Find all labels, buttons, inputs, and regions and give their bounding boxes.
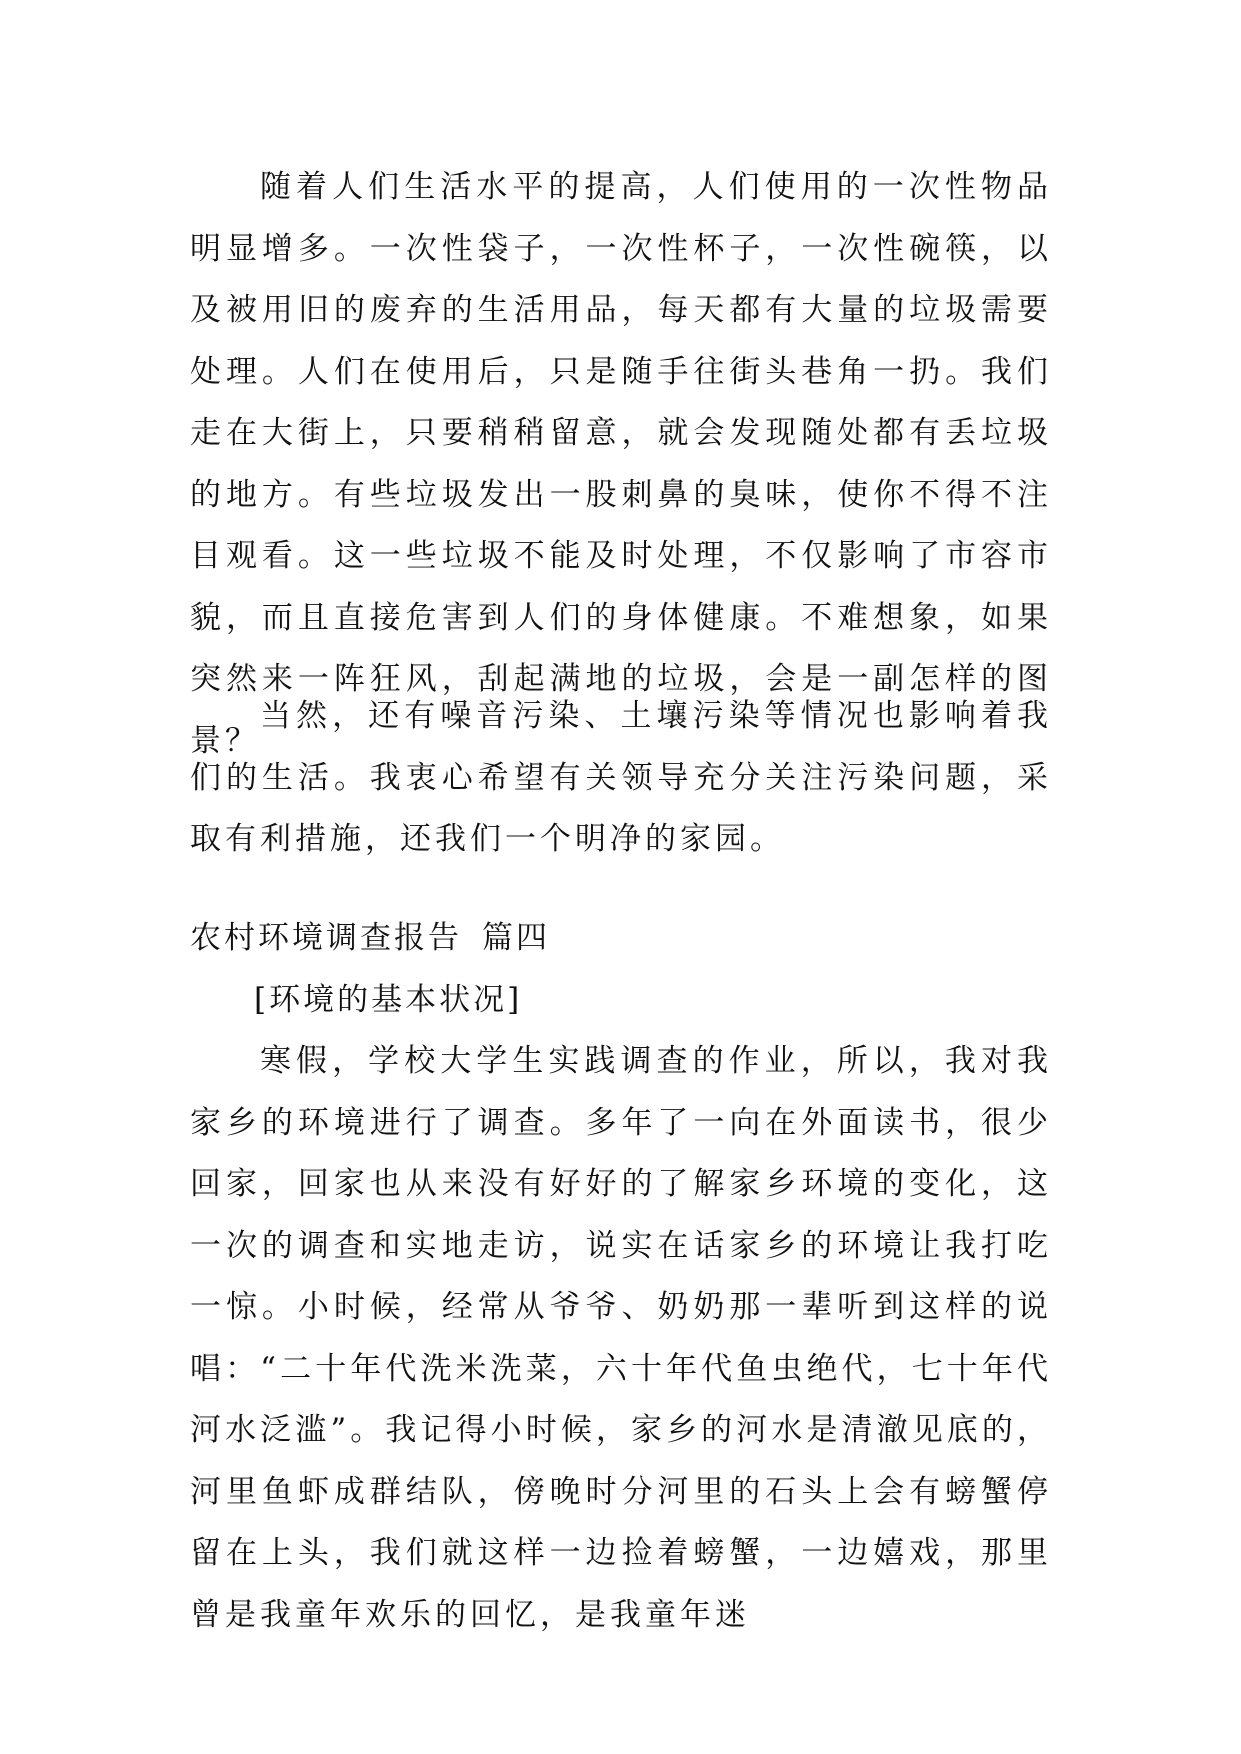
paragraph-noise-soil-pollution: 当然，还有噪音污染、土壤污染等情况也影响着我们的生活。我衷心希望有关领导充分关注污染问题，采取有利措施，还我们一个明净的家园。	[190, 698, 1052, 857]
section-part: 篇四	[482, 920, 550, 956]
section-heading	[190, 908, 550, 970]
section-subheading: [环境的基本状况]	[254, 982, 523, 1018]
section-title: 农村环境调查报告	[190, 920, 462, 956]
paragraph-garbage-pollution: 随着人们生活水平的提高，人们使用的一次性物品明显增多。一次性袋子，一次性杯子，一次性碗筷，以及被用旧的废弃的生活用品，每天都有大量的垃圾需要处理。人们在使用后，只是随手往街头巷角一扔。我们走在大街上，只要稍稍留意，就会发现随处都有丢垃圾的地方。有些垃圾发出一股刺鼻的臭味，使你不得不注目观看。这一些垃圾不能及时处理，不仅影响了市容市貌，而且直接危害到人们的身体健康。不难想象，如果突然来一阵狂风，刮起满地的垃圾，会是一副怎样的图景？	[190, 169, 1052, 759]
paragraph-hometown-survey: 寒假，学校大学生实践调查的作业，所以，我对我家乡的环境进行了调查。多年了一向在外面读书，很少回家，回家也从来没有好好的了解家乡环境的变化，这一次的调查和实地走访，说实在话家乡的环境让我打吃一惊。小时候，经常从爷爷、奶奶那一辈听到这样的说唱：“二十年代洗米洗菜，六十年代鱼虫绝代，七十年代河水泛滥”。我记得小时候，家乡的河水是清澈见底的，河里鱼虾成群结队，傍晚时分河里的石头上会有螃蟹停留在上头，我们就这样一边捡着螃蟹，一边嬉戏，那里曾是我童年欢乐的回忆，是我童年迷	[190, 1043, 1052, 1633]
